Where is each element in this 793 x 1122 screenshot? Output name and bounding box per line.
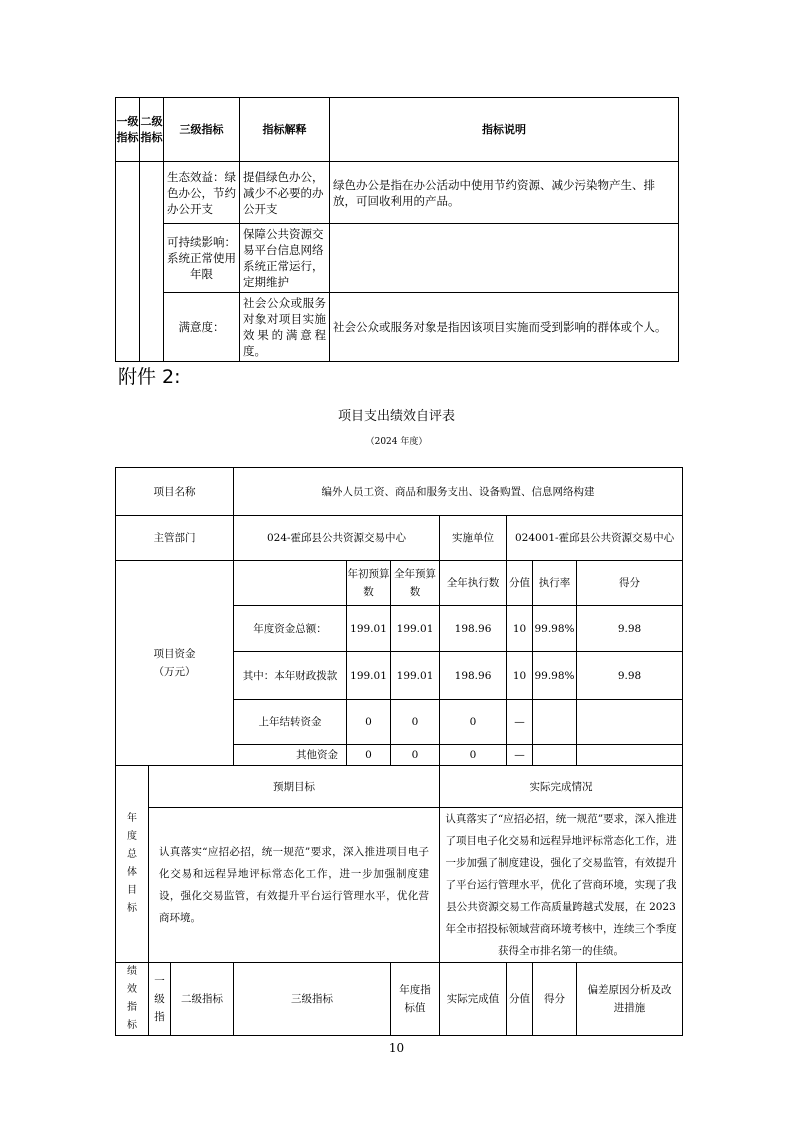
self-evaluation-table (115, 467, 683, 1036)
fund-row-score (577, 745, 683, 766)
header-level2: 二级指标 (140, 98, 164, 162)
row3-description: 社会公众或服务对象是指因该项目实施而受到影响的群体或个人。 (330, 293, 679, 362)
row1-level3: 生态效益：绿色办公，节约办公开支 (164, 162, 240, 224)
level1-cell (116, 162, 140, 362)
perf-header-l2: 二级指标 (171, 963, 234, 1036)
perf-header-sv: 分值 (507, 963, 533, 1036)
form-year: （2024 年度） (365, 437, 428, 447)
fund-row-rate (533, 700, 577, 745)
row2-explanation: 保障公共资源交易平台信息网络系统正常运行，定期维护 (240, 224, 330, 293)
perf-header-target: 年度指标值 (391, 963, 440, 1036)
header-description: 指标说明 (330, 98, 679, 162)
unit: 024001-霍邱县公共资源交易中心 (507, 516, 683, 561)
perf-header-l3: 三级指标 (234, 963, 391, 1036)
fund-row-b2: 199.01 (391, 652, 440, 700)
fund-unit: （万元） (153, 666, 196, 678)
fund-row-b2: 199.01 (391, 606, 440, 652)
indicator-table (115, 97, 679, 362)
fund-header-blank (234, 561, 347, 606)
fund-row-b1: 199.01 (347, 606, 391, 652)
header-level3: 三级指标 (164, 98, 240, 162)
level2-cell (140, 162, 164, 362)
header-score: 得分 (577, 561, 683, 606)
row2-level3: 可持续影响：系统正常使用年限 (164, 224, 240, 293)
perf-label: 绩效指标 (116, 963, 149, 1036)
fund-row-score (577, 700, 683, 745)
fund-row-rate: 99.98% (533, 606, 577, 652)
fund-row-label: 上年结转资金 (234, 700, 347, 745)
fund-row-rate (533, 745, 577, 766)
fund-row-sv: 10 (507, 606, 533, 652)
fund-row-b1: 0 (347, 745, 391, 766)
row1-description: 绿色办公是指在办公活动中使用节约资源、减少污染物产生、排放，可回收利用的产品。 (330, 162, 679, 224)
fund-row-b2: 0 (391, 700, 440, 745)
actual-label: 实际完成情况 (440, 766, 683, 808)
expected-text: 认真落实“应招必招，统一规范”要求，深入推进项目电子化交易和远程异地评标常态化工作，进一步加强制度建设，强化交易监管，有效提升平台运行管理水平，优化营商环境。 (149, 808, 440, 963)
form-title: 项目支出绩效自评表 (337, 409, 455, 424)
fund-row-rate: 99.98% (533, 652, 577, 700)
header-executed: 全年执行数 (440, 561, 507, 606)
fund-label-cell (116, 561, 234, 766)
dept: 024-霍邱县公共资源交易中心 (234, 516, 440, 561)
row3-level3: 满意度： (164, 293, 240, 362)
fund-row-score: 9.98 (577, 652, 683, 700)
fund-row-exe: 0 (440, 700, 507, 745)
fund-label: 项目资金 (153, 648, 196, 660)
row3-explanation: 社会公众或服务对象对项目实施效果的满意程度。 (240, 293, 330, 362)
fund-row-b2: 0 (391, 745, 440, 766)
fund-row-sv: — (507, 700, 533, 745)
fund-row-b1: 0 (347, 700, 391, 745)
perf-header-score: 得分 (533, 963, 577, 1036)
header-budget-start: 年初预算数 (347, 561, 391, 606)
fund-row-sv: 10 (507, 652, 533, 700)
actual-text: 认真落实了“应招必招，统一规范”要求，深入推进了项目电子化交易和远程异地评标常态化工作，进一步加强了制度建设，强化了交易监管，有效提升了平台运行管理水平，优化了营商环境，实现了我县公共资源交易工作高质量跨越式发展，在 2023 年全市招投标领域营商环境考核中，连续三个季度获得全市排名第一的佳绩。 (440, 808, 683, 963)
header-budget-full: 全年预算数 (391, 561, 440, 606)
unit-label: 实施单位 (440, 516, 507, 561)
project-name-label: 项目名称 (116, 468, 234, 516)
fund-row-exe: 198.96 (440, 606, 507, 652)
perf-header-reason: 偏差原因分析及改进措施 (577, 963, 683, 1036)
project-name: 编外人员工资、商品和服务支出、设备购置、信息网络构建 (234, 468, 683, 516)
fund-row-score: 9.98 (577, 606, 683, 652)
header-explanation: 指标解释 (240, 98, 330, 162)
page-number: 10 (388, 1041, 405, 1055)
goal-label: 年度总体目标 (116, 766, 149, 963)
dept-label: 主管部门 (116, 516, 234, 561)
row1-explanation: 提倡绿色办公，减少不必要的办公开支 (240, 162, 330, 224)
fund-row-exe: 198.96 (440, 652, 507, 700)
header-exec-rate: 执行率 (533, 561, 577, 606)
header-level1: 一级指标 (116, 98, 140, 162)
fund-row-label: 其他资金 (234, 745, 347, 766)
fund-row-label: 年度资金总额： (234, 606, 347, 652)
fund-row-label: 其中：本年财政拨款 (234, 652, 347, 700)
attachment-label: 附件 2: (118, 366, 181, 388)
perf-header-l1: 一级指 (149, 963, 171, 1036)
fund-row-b1: 199.01 (347, 652, 391, 700)
fund-row-exe: 0 (440, 745, 507, 766)
row2-description (330, 224, 679, 293)
header-score-value: 分值 (507, 561, 533, 606)
expected-label: 预期目标 (149, 766, 440, 808)
fund-row-sv: — (507, 745, 533, 766)
perf-header-actual: 实际完成值 (440, 963, 507, 1036)
